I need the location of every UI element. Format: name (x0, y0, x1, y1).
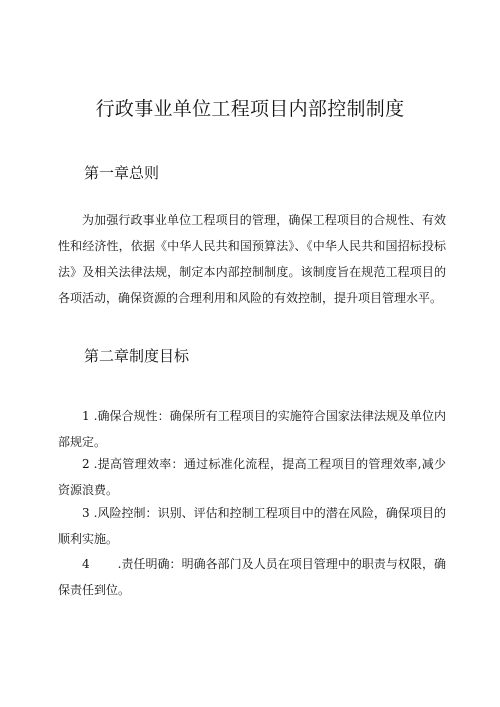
goal-item-text: .确保合规性：确保所有工程项目的实施符合国家法律法规及单位内部规定。 (58, 409, 446, 449)
goal-item-text: .风险控制：识别、评估和控制工程项目中的潜在风险，确保项目的顺利实施。 (58, 506, 446, 546)
goal-item-1 (58, 403, 446, 455)
document-title: 行政事业单位工程项目内部控制制度 (95, 98, 405, 120)
goal-item-text: .责任明确：明确各部门及人员在项目管理中的职责与权限，确保责任到位。 (58, 557, 446, 597)
chapter-1-heading: 第一章总则 (84, 164, 160, 182)
chapter-2-heading: 第二章制度目标 (84, 347, 190, 365)
goal-item-number: 2 (82, 457, 90, 471)
goal-item-text: .提高管理效率：通过标准化流程，提高工程项目的管理效率,减少资源浪费。 (58, 457, 446, 497)
goal-item-number: 3 (82, 506, 90, 520)
goal-item-4 (58, 551, 446, 603)
goal-item-number: 1 (82, 409, 90, 423)
goal-item-number: 4 (82, 557, 90, 571)
goal-item-2 (58, 451, 446, 503)
chapter-1-paragraph: 为加强行政事业单位工程项目的管理，确保工程项目的合规性、有效性和经济性，依据《中华人民共和国预算法》、《中华人民共和国招标投标法》及相关法律法规，制定本内部控制制度。该制度旨在规范工程项目的各项活动，确保资源的合理利用和风险的有效控制，提升项目管理水平。 (58, 213, 446, 305)
goal-item-3 (58, 500, 446, 552)
